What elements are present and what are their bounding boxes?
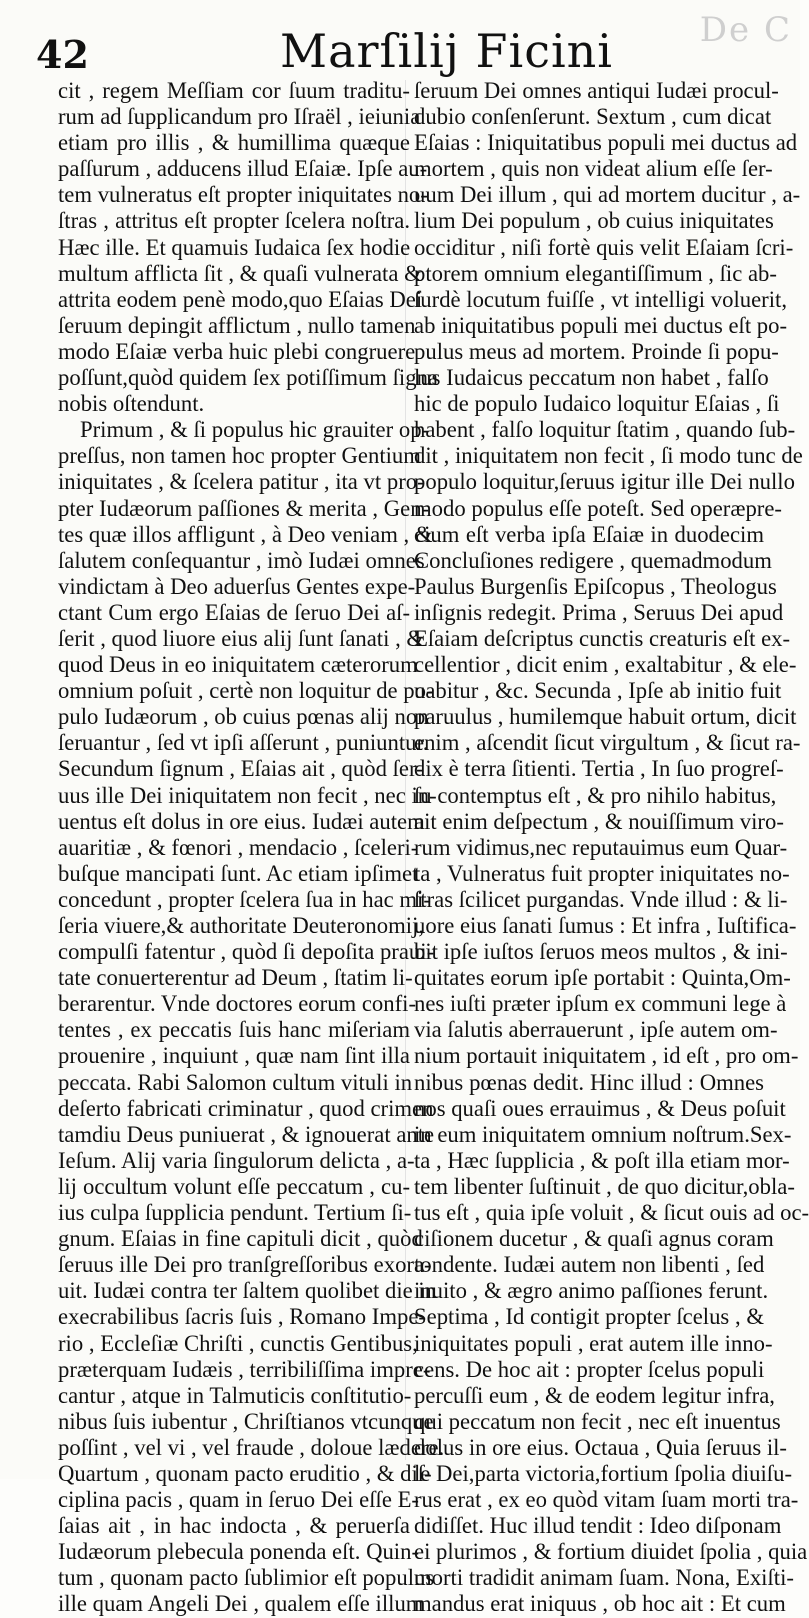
text-line: modo populus eſſe poteſt. Sed operæpre- bbox=[414, 495, 782, 521]
text-line: mortem , quis non videat alium eſſe ſer- bbox=[414, 156, 773, 182]
page-header bbox=[30, 18, 780, 78]
text-line: dit , iniquitatem non fecit , ſi modo tunc de bbox=[414, 443, 803, 469]
running-head: Marſilij Ficini bbox=[280, 24, 614, 78]
text-line: uabitur , &c. Secunda , Ipſe ab initio fuit bbox=[414, 678, 782, 704]
text-line: ſurdè locutum fuiſſe , vt intelligi voluerit, bbox=[414, 286, 788, 312]
text-line: enim , aſcendit ſicut virgultum , & ſicut ra- bbox=[414, 730, 801, 756]
text-line: pulo Iudæorum , ob cuius pœnas alij non bbox=[58, 704, 429, 730]
text-line: tamdiu Deus puniuerat , & ignouerat ante bbox=[58, 1121, 435, 1147]
text-line: berarentur. Vnde doctores eorum confi- bbox=[58, 991, 417, 1017]
text-line: rum ad ſupplicandum pro Iſraël , ieiunia bbox=[58, 104, 421, 130]
text-line: nobis oſtendunt. bbox=[58, 391, 205, 417]
text-line: cellentior , dicit enim , exaltabitur , & ele- bbox=[414, 652, 797, 678]
text-line: rio , Eccleſiæ Chriſti , cunctis Gentibus, bbox=[58, 1330, 418, 1356]
text-line: nes iuſti præter ipſum ex communi lege à bbox=[414, 991, 787, 1017]
text-line: præterquam Iudæis , terribiliſſima impre- bbox=[58, 1356, 431, 1382]
text-line: iniquitates populi , erat autem ille inno- bbox=[414, 1330, 773, 1356]
text-line: habent , falſo loquitur ſtatim , quando ſub- bbox=[414, 417, 796, 443]
text-line: ciſionem ducetur , & quaſi agnus coram bbox=[414, 1226, 774, 1252]
text-line: iniquitates , & ſcelera patitur , ita vt pro- bbox=[58, 469, 425, 495]
text-line: Hæc ille. Et quamuis Iudaica ſex hodie bbox=[58, 234, 411, 260]
text-line: qui peccatum non fecit , nec eſt inuentus bbox=[414, 1408, 781, 1434]
text-line: buſque mancipati ſunt. Ac etiam ipſimet bbox=[58, 860, 419, 886]
text-line: Ieſum. Alij varia ſingulorum delicta , a- bbox=[58, 1147, 415, 1173]
page-number: 42 bbox=[36, 32, 89, 77]
text-line: Iudæorum plebecula ponenda eſt. Quin- bbox=[58, 1539, 420, 1565]
text-line: rum vidimus,nec reputauimus eum Quar- bbox=[414, 834, 788, 860]
text-line: ciplina pacis , quam in ſeruo Dei eſſe E- bbox=[58, 1487, 419, 1513]
text-line: dix è terra ſitienti. Tertia , In ſuo progreſ- bbox=[414, 756, 784, 782]
text-line: tus eſt , quia ipſe voluit , & ſicut ouis ad oc- bbox=[414, 1200, 809, 1226]
text-line: Secundum ſignum , Eſaias ait , quòd ſer- bbox=[58, 756, 424, 782]
text-line: concedunt , propter ſcelera ſua in hac mi- bbox=[58, 886, 431, 912]
text-line: Paulus Burgenſis Epiſcopus , Theologus bbox=[414, 573, 777, 599]
text-line: ei plurimos , & fortium diuidet ſpolia , quia bbox=[414, 1539, 808, 1565]
text-line: tem libenter ſuſtinuit , de quo dicitur,obla- bbox=[414, 1173, 795, 1199]
text-line: lus Iudaicus peccatum non habet , falſo bbox=[414, 365, 769, 391]
text-line: preſſus, non tamen hoc propter Gentium bbox=[58, 443, 421, 469]
text-line: inſignis redegit. Prima , Seruus Dei apud bbox=[414, 599, 784, 625]
text-line: morti tradidit animam ſuam. Nona, Exiſti- bbox=[414, 1565, 794, 1591]
text-line: uore eius ſanati ſumus : Et infra , Iuſtifica- bbox=[414, 913, 797, 938]
text-line: rus erat , ex eo quòd vitam ſuam morti tra- bbox=[414, 1487, 799, 1513]
text-line: tum , quonam pacto ſublimior eſt populus bbox=[58, 1565, 435, 1591]
text-line: populo loquitur,ſeruus igitur ille Dei nullo bbox=[414, 469, 795, 495]
text-line: uit. Iudæi contra ter ſaltem quolibet die in bbox=[58, 1278, 437, 1304]
text-line: ius culpa ſupplicia pendunt. Tertium ſi- bbox=[58, 1200, 412, 1226]
text-line: attrita eodem penè modo,quo Eſaias Dei bbox=[58, 286, 423, 312]
text-line: Primum , & ſi populus hic grauiter op- bbox=[80, 417, 430, 443]
right-column bbox=[414, 78, 809, 1618]
text-line: lij occultum volunt eſſe peccatum , cu- bbox=[58, 1173, 410, 1199]
text-line: ſerit , quod liuore eius alij ſunt ſanati , & bbox=[58, 625, 425, 651]
text-line: ſeruus ille Dei pro tranſgreſſoribus exora- bbox=[58, 1252, 432, 1278]
text-line: cens. De hoc ait : propter ſcelus populi bbox=[414, 1356, 765, 1382]
text-line: prouenire , inquiunt , quæ nam ſint illa bbox=[58, 1043, 410, 1069]
text-line: nibus pœnas dedit. Hinc illud : Omnes bbox=[414, 1069, 764, 1095]
text-line: etiam pro illis , & humillima quæque bbox=[58, 130, 410, 156]
text-line: ſaias ait , in hac indocta , & peruerſa bbox=[58, 1513, 410, 1539]
text-line: ait enim deſpectum , & nouiſſimum viro- bbox=[414, 808, 784, 834]
text-line: nium portauit iniquitatem , id eſt , pro om- bbox=[414, 1043, 799, 1069]
text-line: quitates eorum ipſe portabit : Quinta,Om- bbox=[414, 965, 791, 991]
text-line: Septima , Id contigit propter ſcelus , & bbox=[414, 1304, 764, 1330]
text-line: ſeruum depingit afflictum , nullo tamen bbox=[58, 312, 416, 338]
text-line: tate conuerterentur ad Deum , ſtatim li- bbox=[58, 965, 413, 991]
text-line: pulus meus ad mortem. Proinde ſi popu- bbox=[414, 338, 779, 364]
text-line: ſeruum Dei omnes antiqui Iudæi procul- bbox=[414, 78, 779, 103]
text-line: le Dei,parta victoria,fortium ſpolia diuiſu- bbox=[414, 1460, 793, 1486]
text-line: cantur , atque in Talmuticis conſtitutio- bbox=[58, 1382, 412, 1408]
text-line: vindictam à Deo aduerſus Gentes expe- bbox=[58, 573, 416, 599]
left-column bbox=[58, 78, 445, 1618]
text-line: dubio conſenſerunt. Sextum , cum dicat bbox=[414, 104, 772, 130]
text-line: mandus erat iniquus , ob hoc ait : Et cum bbox=[414, 1591, 786, 1617]
text-line: uum Dei illum , qui ad mortem ducitur , a- bbox=[414, 182, 801, 208]
text-line: quod Deus in eo iniquitatem cæterorum bbox=[58, 652, 418, 678]
text-line: auaritiæ , & fœnori , mendacio , ſceleri- bbox=[58, 834, 419, 860]
text-line: pter Iudæorum paſſiones & merita , Gen- bbox=[58, 495, 430, 521]
text-line: ta , Vulneratus fuit propter iniquitates no- bbox=[414, 860, 790, 886]
text-line: paruulus , humilemque habuit ortum, dicit bbox=[414, 704, 797, 730]
text-line: ab iniquitatibus populi mei ductus eſt po- bbox=[414, 312, 788, 338]
text-line: ſeria viuere,& authoritate Deuteronomij, bbox=[58, 913, 425, 938]
text-line: ta , Hæc ſupplicia , & poſt illa etiam mor- bbox=[414, 1147, 790, 1173]
text-line: occiditur , niſi fortè quis velit Eſaiam ſcri- bbox=[414, 234, 794, 260]
text-line: tes quæ illos affligunt , à Deo veniam , & bbox=[58, 521, 433, 547]
text-line: in eum iniquitatem omnium noſtrum.Sex- bbox=[414, 1121, 792, 1147]
text-line: uentus eſt dolus in ore eius. Iudæi autem bbox=[58, 808, 425, 834]
text-line: lium Dei populum , ob cuius iniquitates bbox=[414, 208, 774, 234]
text-line: poſſunt,quòd quidem ſex potiſſimum ſigna bbox=[58, 365, 438, 391]
text-line: hic de populo Iudaico loquitur Eſaias , ſi bbox=[414, 391, 780, 417]
text-line: via ſalutis aberrauerunt , ipſe autem om- bbox=[414, 1017, 778, 1043]
text-line: Concluſiones redigere , quemadmodum bbox=[414, 547, 772, 573]
text-line: omnium poſuit , certè non loquitur de po- bbox=[58, 678, 434, 704]
text-line: paſſurum , adducens illud Eſaiæ. Ipſe au- bbox=[58, 156, 428, 182]
text-line: tentes , ex peccatis ſuis hanc miſeriam bbox=[58, 1017, 410, 1043]
text-line: Eſaias : Iniquitatibus populi mei ductus ad bbox=[414, 130, 798, 156]
text-line: didiſſet. Huc illud tendit : Ideo diſponam bbox=[414, 1513, 782, 1539]
text-line: poſſint , vel vi , vel fraude , doloue lædere. bbox=[58, 1434, 445, 1460]
text-line: dolus in ore eius. Octaua , Quia ſeruus il- bbox=[414, 1434, 787, 1460]
text-line: ſalutem conſequantur , imò Iudæi omnes bbox=[58, 547, 425, 573]
text-line: ſu contemptus eſt , & pro nihilo habitus, bbox=[414, 782, 777, 808]
text-line: cit , regem Meſſiam cor ſuum traditu- bbox=[58, 78, 410, 103]
text-line: percuſſi eum , & de eodem legitur infra, bbox=[414, 1382, 775, 1408]
text-line: ſeruantur , ſed vt ipſi aſſerunt , puniuntur. bbox=[58, 730, 429, 756]
text-line: ctant Cum ergo Eſaias de ſeruo Dei aſ- bbox=[58, 599, 410, 625]
text-line: cium eſt verba ipſa Eſaiæ in duodecim bbox=[414, 521, 764, 547]
text-line: modo Eſaiæ verba huic plebi congruere bbox=[58, 338, 416, 364]
text-line: tondente. Iudæi autem non libenti , ſed bbox=[414, 1252, 765, 1278]
text-line: deſerto fabricati criminatur , quod crimen bbox=[58, 1095, 434, 1121]
text-line: uus ille Dei iniquitatem non fecit , nec in- bbox=[58, 782, 437, 808]
text-line: ptorem omnium elegantiſſimum , ſic ab- bbox=[414, 260, 777, 286]
text-line: ſtras ſcilicet purgandas. Vnde illud : & li- bbox=[414, 886, 788, 912]
text-line: Eſaiam deſcriptus cunctis creaturis eſt ex- bbox=[414, 625, 791, 651]
text-line: nibus ſuis iubentur , Chriſtianos vtcunque bbox=[58, 1408, 434, 1434]
text-line: inuito , & ægro animo paſſiones ferunt. bbox=[414, 1278, 769, 1304]
text-line: ille quam Angeli Dei , qualem eſſe illum bbox=[58, 1591, 424, 1617]
text-line: multum afflicta ſit , & quaſi vulnerata & bbox=[58, 260, 422, 286]
text-line: compulſi fatentur , quòd ſi depoſita praui- bbox=[58, 939, 435, 965]
text-line: gnum. Eſaias in fine capituli dicit , quòd bbox=[58, 1226, 423, 1252]
bleed-through-text: De C bbox=[699, 10, 792, 50]
text-line: Quartum , quonam pacto eruditio , & diſ- bbox=[58, 1460, 432, 1486]
text-line: ſtras , attritus eſt propter ſcelera noſtra. bbox=[58, 208, 410, 234]
text-line: bit ipſe iuſtos ſeruos meos multos , & ini- bbox=[414, 939, 788, 965]
text-line: peccata. Rabi Salomon cultum vituli in bbox=[58, 1069, 413, 1095]
text-line: nos quaſi oues errauimus , & Deus poſuit bbox=[414, 1095, 786, 1121]
text-line: tem vulneratus eſt propter iniquitates no- bbox=[58, 182, 428, 208]
text-line: execrabilibus ſacris ſuis , Romano Impe- bbox=[58, 1304, 426, 1330]
